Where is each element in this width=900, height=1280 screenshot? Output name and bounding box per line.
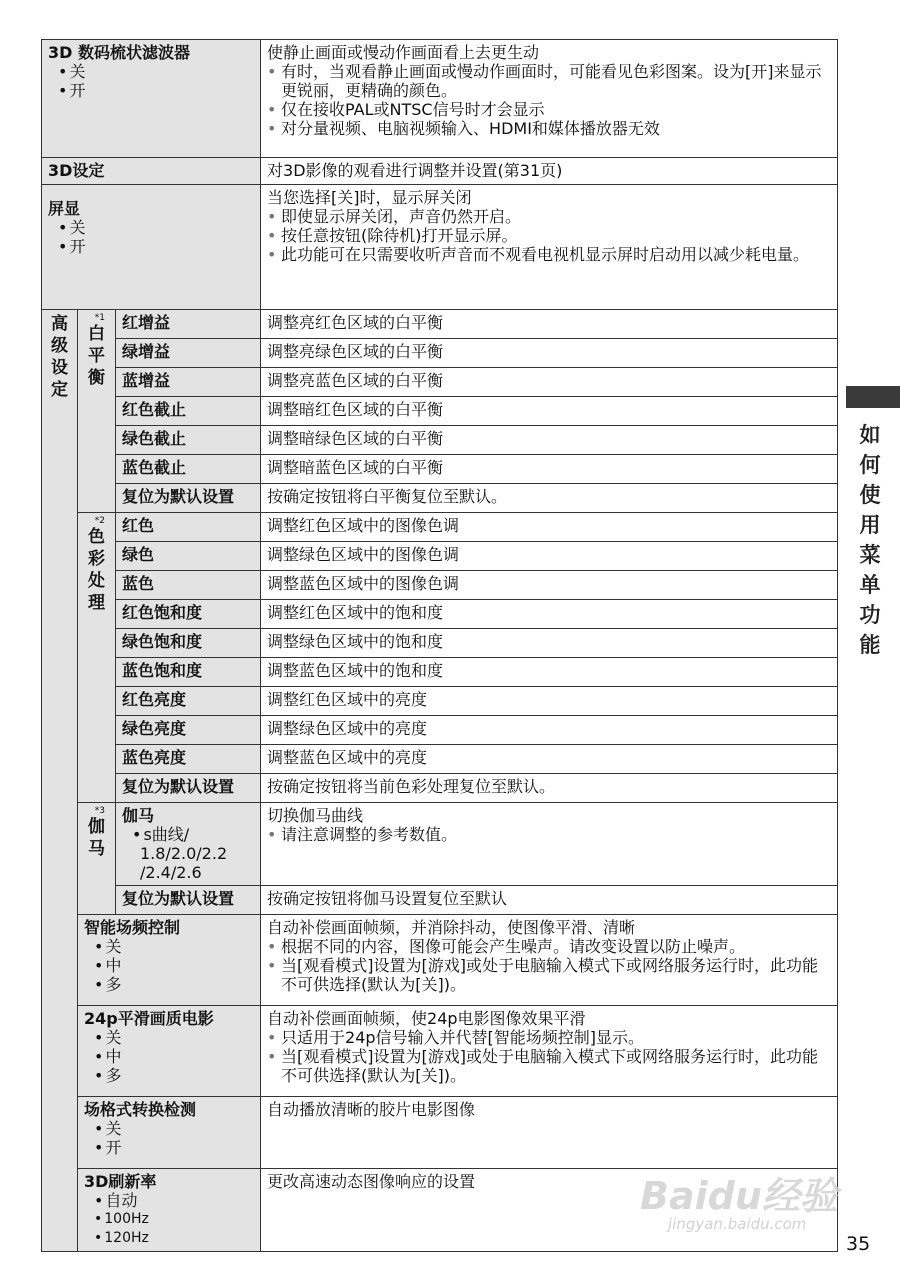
description-cell bbox=[261, 484, 838, 513]
settings-table bbox=[41, 39, 838, 1252]
description-cell bbox=[261, 426, 838, 455]
description: 调整亮绿色区域的白平衡 bbox=[267, 342, 444, 361]
setting-cell bbox=[116, 455, 261, 484]
setting-name: 绿增益 bbox=[122, 342, 171, 361]
table-row bbox=[42, 915, 838, 1006]
setting-name: 复位为默认设置 bbox=[122, 889, 235, 908]
setting-name: 伽马 bbox=[122, 806, 155, 825]
setting-cell bbox=[78, 915, 261, 1006]
setting-cell bbox=[116, 687, 261, 716]
setting-cell bbox=[42, 40, 261, 158]
setting-cell bbox=[116, 803, 261, 886]
setting-name: 蓝增益 bbox=[122, 371, 171, 390]
setting-name: 屏显 bbox=[48, 199, 81, 218]
description: 调整亮红色区域的白平衡 bbox=[267, 313, 444, 332]
description: 切换伽马曲线 bbox=[267, 806, 364, 825]
setting-cell bbox=[78, 1169, 261, 1252]
description: 调整绿色区域中的亮度 bbox=[267, 719, 428, 738]
option-item: • 开 bbox=[48, 81, 254, 100]
description: 调整暗红色区域的白平衡 bbox=[267, 400, 444, 419]
group-label: *1 白平衡 bbox=[88, 313, 105, 388]
table-row bbox=[42, 426, 838, 455]
description-cell bbox=[261, 40, 838, 158]
setting-cell bbox=[42, 158, 261, 185]
option-item: • 多 bbox=[84, 975, 254, 994]
setting-cell bbox=[116, 886, 261, 915]
setting-name: 红增益 bbox=[122, 313, 171, 332]
setting-name: 绿色饱和度 bbox=[122, 632, 203, 651]
description-cell bbox=[261, 745, 838, 774]
setting-cell bbox=[116, 426, 261, 455]
option-item: • 中 bbox=[84, 1047, 254, 1066]
section-tab-marker bbox=[846, 386, 900, 408]
description-cell bbox=[261, 687, 838, 716]
note: • 仅在接收PAL或NTSC信号时才会显示 bbox=[267, 100, 831, 119]
setting-name: 红色亮度 bbox=[122, 690, 187, 709]
table-row bbox=[42, 716, 838, 745]
table-row bbox=[42, 368, 838, 397]
option-item: • 关 bbox=[48, 218, 254, 237]
description: 按确定按钮将当前色彩处理复位至默认。 bbox=[267, 777, 556, 796]
description: 按确定按钮将伽马设置复位至默认 bbox=[267, 889, 508, 908]
description: 自动补偿画面帧频，使24p电影图像效果平滑 bbox=[267, 1009, 586, 1028]
option-item: • 多 bbox=[84, 1066, 254, 1085]
description: 调整蓝色区域中的图像色调 bbox=[267, 574, 460, 593]
row-3d-settings bbox=[42, 158, 838, 185]
setting-name: 3D刷新率 bbox=[84, 1172, 157, 1191]
setting-name: 复位为默认设置 bbox=[122, 487, 235, 506]
description: 调整红色区域中的饱和度 bbox=[267, 603, 444, 622]
table-row bbox=[42, 484, 838, 513]
setting-cell bbox=[116, 339, 261, 368]
description-cell bbox=[261, 397, 838, 426]
setting-name: 红色截止 bbox=[122, 400, 187, 419]
table-row bbox=[42, 629, 838, 658]
description: 使静止画面或慢动作画面看上去更生动 bbox=[267, 43, 540, 62]
table-row bbox=[42, 600, 838, 629]
option-item: • 关 bbox=[84, 937, 254, 956]
description: 调整绿色区域中的饱和度 bbox=[267, 632, 444, 651]
note: • 当[观看模式]设置为[游戏]或处于电脑输入模式下或网络服务运行时，此功能不可供选择(默认为[关])。 bbox=[267, 1047, 831, 1085]
setting-name: 蓝色 bbox=[122, 574, 155, 593]
watermark-url: jingyan.baidu.com bbox=[668, 1215, 807, 1233]
description: 自动播放清晰的胶片电影图像 bbox=[267, 1100, 476, 1119]
note: • 请注意调整的参考数值。 bbox=[267, 825, 831, 844]
description-cell bbox=[261, 571, 838, 600]
table-row bbox=[42, 339, 838, 368]
setting-cell bbox=[42, 185, 261, 310]
description: 当您选择[关]时，显示屏关闭 bbox=[267, 188, 472, 207]
setting-cell bbox=[116, 745, 261, 774]
footnote-mark: *3 bbox=[94, 806, 105, 816]
group-label: *2 色彩处理 bbox=[88, 516, 105, 613]
table-row bbox=[42, 571, 838, 600]
option-item: • 关 bbox=[48, 62, 254, 81]
note: • 当[观看模式]设置为[游戏]或处于电脑输入模式下或网络服务运行时，此功能不可供选择(默认为[关])。 bbox=[267, 956, 831, 994]
setting-name: 智能场频控制 bbox=[84, 918, 181, 937]
description: 更改高速动态图像响应的设置 bbox=[267, 1172, 476, 1191]
gamma-group bbox=[78, 803, 116, 915]
option-item: • 120Hz bbox=[84, 1229, 254, 1248]
page-number: 35 bbox=[846, 1233, 871, 1255]
setting-name: 蓝色亮度 bbox=[122, 748, 187, 767]
description-cell bbox=[261, 455, 838, 484]
setting-name: 红色 bbox=[122, 516, 155, 535]
description-cell bbox=[261, 368, 838, 397]
row-osd bbox=[42, 185, 838, 310]
option-item: • 关 bbox=[84, 1119, 254, 1138]
description-cell bbox=[261, 886, 838, 915]
description-cell bbox=[261, 185, 838, 310]
table-row bbox=[42, 745, 838, 774]
description-cell bbox=[261, 658, 838, 687]
setting-cell bbox=[78, 1097, 261, 1169]
setting-cell bbox=[116, 368, 261, 397]
footnote-mark: *1 bbox=[94, 313, 105, 323]
section-title-vertical: 如何使用菜单功能 bbox=[859, 423, 881, 657]
description: 调整暗蓝色区域的白平衡 bbox=[267, 458, 444, 477]
description: 调整绿色区域中的图像色调 bbox=[267, 545, 460, 564]
watermark-logo: Baidu经验 bbox=[640, 1174, 838, 1218]
description-cell bbox=[261, 600, 838, 629]
table-row bbox=[42, 658, 838, 687]
note: • 只适用于24p信号输入并代替[智能场频控制]显示。 bbox=[267, 1028, 831, 1047]
note: • 即使显示屏关闭，声音仍然开启。 bbox=[267, 207, 831, 226]
description: 调整暗绿色区域的白平衡 bbox=[267, 429, 444, 448]
setting-name: 绿色亮度 bbox=[122, 719, 187, 738]
option-item: • 开 bbox=[48, 237, 254, 256]
row-3d-comb-filter bbox=[42, 40, 838, 158]
option-item: • s曲线/ bbox=[122, 825, 254, 844]
setting-name: 3D 数码梳状滤波器 bbox=[48, 43, 190, 62]
option-item: • 开 bbox=[84, 1138, 254, 1157]
note: • 此功能可在只需要收听声音而不观看电视机显示屏时启动用以减少耗电量。 bbox=[267, 245, 831, 264]
option-item: • 中 bbox=[84, 956, 254, 975]
table-row bbox=[42, 1097, 838, 1169]
setting-name: 场格式转换检测 bbox=[84, 1100, 197, 1119]
white-balance-group bbox=[78, 310, 116, 513]
description-cell bbox=[261, 1006, 838, 1097]
group-label: *3 伽马 bbox=[88, 806, 105, 859]
table-row bbox=[42, 886, 838, 915]
setting-name: 红色饱和度 bbox=[122, 603, 203, 622]
description-cell bbox=[261, 158, 838, 185]
setting-name: 蓝色截止 bbox=[122, 458, 187, 477]
setting-cell bbox=[116, 571, 261, 600]
table-row bbox=[42, 513, 838, 542]
option-item: • 关 bbox=[84, 1028, 254, 1047]
note: • 按任意按钮(除待机)打开显示屏。 bbox=[267, 226, 831, 245]
table-row bbox=[42, 687, 838, 716]
setting-name: 蓝色饱和度 bbox=[122, 661, 203, 680]
note: • 对分量视频、电脑视频输入、HDMI和媒体播放器无效 bbox=[267, 119, 831, 138]
description-cell bbox=[261, 803, 838, 886]
setting-cell bbox=[116, 397, 261, 426]
description-cell bbox=[261, 542, 838, 571]
description: 调整蓝色区域中的饱和度 bbox=[267, 661, 444, 680]
description: 对3D影像的观看进行调整并设置(第31页) bbox=[267, 161, 563, 180]
table-row bbox=[42, 803, 838, 886]
group-label: 高级设定 bbox=[51, 314, 68, 400]
option-item: • 自动 bbox=[84, 1191, 254, 1210]
setting-cell bbox=[116, 513, 261, 542]
description: 调整蓝色区域中的亮度 bbox=[267, 748, 428, 767]
option-values: 1.8/2.0/2.2 /2.4/2.6 bbox=[140, 844, 228, 882]
color-management-group bbox=[78, 513, 116, 803]
description-cell bbox=[261, 774, 838, 803]
description-cell bbox=[261, 513, 838, 542]
table-row bbox=[42, 1006, 838, 1097]
setting-cell bbox=[116, 629, 261, 658]
setting-name: 24p平滑画质电影 bbox=[84, 1009, 214, 1028]
setting-name: 绿色 bbox=[122, 545, 155, 564]
setting-cell bbox=[78, 1006, 261, 1097]
advanced-settings-group bbox=[42, 310, 78, 1252]
table-row bbox=[42, 397, 838, 426]
description-cell bbox=[261, 310, 838, 339]
note: • 根据不同的内容，图像可能会产生噪声。请改变设置以防止噪声。 bbox=[267, 937, 831, 956]
description-cell bbox=[261, 716, 838, 745]
description: 调整红色区域中的亮度 bbox=[267, 690, 428, 709]
table-row bbox=[42, 774, 838, 803]
description-cell bbox=[261, 629, 838, 658]
description: 调整红色区域中的图像色调 bbox=[267, 516, 460, 535]
note: • 有时，当观看静止画面或慢动作画面时，可能看见色彩图案。设为[开]来显示更锐丽，更精确的颜色。 bbox=[267, 62, 831, 100]
table-row bbox=[42, 310, 838, 339]
setting-name: 3D设定 bbox=[48, 161, 105, 180]
setting-cell bbox=[116, 716, 261, 745]
footnote-mark: *2 bbox=[94, 516, 105, 526]
setting-cell bbox=[116, 484, 261, 513]
setting-cell bbox=[116, 542, 261, 571]
setting-cell bbox=[116, 310, 261, 339]
description-cell bbox=[261, 339, 838, 368]
description: 自动补偿画面帧频，并消除抖动，使图像平滑、清晰 bbox=[267, 918, 636, 937]
table-row bbox=[42, 542, 838, 571]
description: 按确定按钮将白平衡复位至默认。 bbox=[267, 487, 508, 506]
setting-name: 复位为默认设置 bbox=[122, 777, 235, 796]
setting-name: 绿色截止 bbox=[122, 429, 187, 448]
description: 调整亮蓝色区域的白平衡 bbox=[267, 371, 444, 390]
description-cell bbox=[261, 915, 838, 1006]
setting-cell bbox=[116, 658, 261, 687]
setting-cell bbox=[116, 774, 261, 803]
setting-cell bbox=[116, 600, 261, 629]
description-cell bbox=[261, 1097, 838, 1169]
table-row bbox=[42, 455, 838, 484]
option-item: • 100Hz bbox=[84, 1210, 254, 1229]
